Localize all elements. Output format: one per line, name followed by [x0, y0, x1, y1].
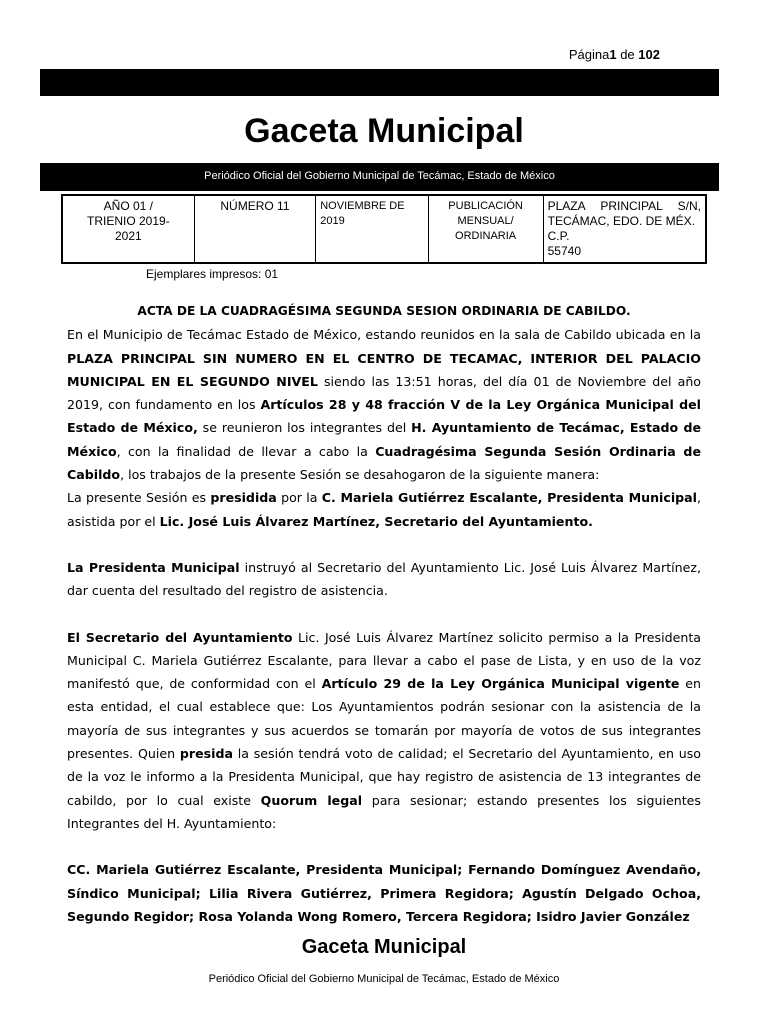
- page-of: de: [620, 47, 635, 62]
- address-line-4: 55740: [547, 244, 581, 258]
- number-cell: [194, 195, 316, 263]
- act-heading: ACTA DE LA CUADRAGÉSIMA SEGUNDA SESION ORDINARIA DE CABILDO.: [137, 304, 631, 318]
- year-line-3: 2021: [114, 229, 142, 243]
- document-body: [67, 300, 701, 928]
- pub-line-3: ORDINARIA: [455, 230, 517, 242]
- page-number: [569, 47, 660, 62]
- address-line-1: PLAZA PRINCIPAL S/N,: [547, 199, 701, 213]
- page-label: Página: [568, 47, 610, 62]
- date-line-1: NOVIEMBRE DE: [320, 200, 405, 212]
- gazette-title: Gaceta Municipal: [244, 112, 524, 150]
- header-black-bar: [40, 69, 719, 96]
- pub-line-1: PUBLICACIÓN: [448, 200, 523, 212]
- gazette-subtitle-bar: [40, 163, 719, 191]
- gazette-subtitle: Periódico Oficial del Gobierno Municipal de Tecámac, Estado de México: [204, 170, 555, 182]
- paragraph-members: CC. Mariela Gutiérrez Escalante, Presidenta Municipal; Fernando Domínguez Avendaño, Síndico Municipal; Lilia Rivera Gutiérrez, Primera Regidora; Agustín Delgado Ochoa, Segundo Regidor; Rosa Yolanda Wong Romero, Tercera Regidora; Isidro Javier González: [67, 862, 701, 924]
- page-total: 102: [638, 47, 660, 62]
- copies-printed: Ejemplares impresos: 01: [146, 267, 279, 281]
- footer-title: Gaceta Municipal: [301, 936, 467, 958]
- address-line-2: TECÁMAC, EDO. DE MÉX.: [547, 214, 695, 228]
- footer-subtitle: Periódico Oficial del Gobierno Municipal de Tecámac, Estado de México: [208, 973, 560, 985]
- address-line-3: C.P.: [547, 229, 570, 243]
- paragraph-roll-call: El Secretario del Ayuntamiento Lic. José Luis Álvarez Martínez solicito permiso a la Presidenta Municipal C. Mariela Gutiérrez Escalante, para llevar a cabo el pase de Lista, y en uso de la voz manifestó que, de conformidad con el Artículo 29 de la Ley Orgánica Municipal vigente en esta entidad, el cual establece que: Los Ayuntamientos podrán sesionar con la asistencia de la mayoría de sus integrantes y sus acuerdos se tomarán por mayoría de votos de sus integrantes presentes. Quien presida la sesión tendrá voto de calidad; el Secretario del Ayuntamiento, en uso de la voz le informo a la Presidenta Municipal, que hay registro de asistencia de 13 integrantes de cabildo, por lo cual existe Quorum legal para sesionar; estando presentes los siguientes Integrantes del H. Ayuntamiento:: [67, 629, 701, 831]
- year-cell: [62, 195, 194, 263]
- paragraph-instruction: La Presidenta Municipal instruyó al Secretario del Ayuntamiento Lic. José Luis Álvarez Martínez, dar cuenta del resultado del registro de asistencia.: [67, 559, 701, 599]
- publication-type-cell: [428, 195, 543, 263]
- address-cell: [543, 195, 706, 263]
- date-cell: [316, 195, 428, 263]
- issue-number: NÚMERO 11: [220, 199, 290, 213]
- year-line-1: AÑO 01 /: [103, 199, 154, 213]
- pub-line-2: MENSUAL/: [457, 215, 514, 227]
- date-line-2: 2019: [320, 215, 345, 227]
- paragraph-presided: La presente Sesión es presidida por la C. Mariela Gutiérrez Escalante, Presidenta Municipal, asistida por el Lic. José Luis Álvarez Martínez, Secretario del Ayuntamiento.: [67, 490, 701, 529]
- publication-info-table: [61, 194, 707, 264]
- paragraph-opening: En el Municipio de Tecámac Estado de México, estando reunidos en la sala de Cabildo ubicada en la PLAZA PRINCIPAL SIN NUMERO EN EL CENTRO DE TECAMAC, INTERIOR DEL PALACIO MUNICIPAL EN EL SEGUNDO NIVEL siendo las 13:51 horas, del día 01 de Noviembre del año 2019, con fundamento en los Artículos 28 y 48 fracción V de la Ley Orgánica Municipal del Estado de México, se reunieron los integrantes del H. Ayuntamiento de Tecámac, Estado de México, con la finalidad de llevar a cabo la Cuadragésima Segunda Sesión Ordinaria de Cabildo, los trabajos de la presente Sesión se desahogaron de la siguiente manera:: [67, 327, 702, 483]
- page-current: 1: [609, 47, 617, 62]
- year-line-2: TRIENIO 2019-: [86, 214, 170, 228]
